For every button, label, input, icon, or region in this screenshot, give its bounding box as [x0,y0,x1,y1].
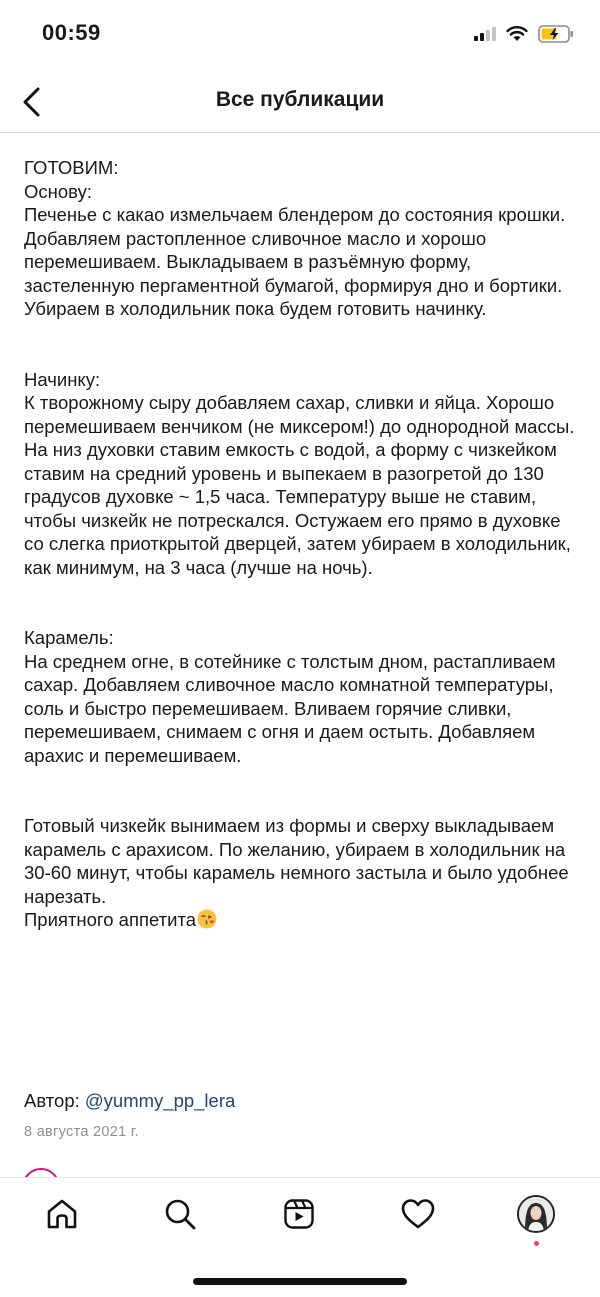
closing-line [24,908,576,932]
heart-icon [400,1197,436,1231]
battery-charging-icon [538,25,574,48]
post-date: 8 августа 2021 г. [24,1124,139,1140]
reels-icon [282,1197,316,1231]
profile-avatar [517,1195,555,1233]
bottom-tab-bar [0,1177,600,1297]
header [0,72,600,133]
baking-text: На низ духовки ставим емкость с водой, а форму с чизкейком ставим на средний уровень и выпекаем в разогретой до 130 градусов духовке ~ 1,5 часа. Температуру выше не ставим, чтобы чизкейк не потрескался. Остужаем его прямо в духовке со слегка приоткрытой дверцей, затем убираем в холодильник, как минимум, на 3 часа (лучше на ночь). [24,439,571,578]
filling-label: Начинку: [24,368,101,390]
page-title: Все публикации [215,88,385,111]
recipe-heading: ГОТОВИМ: [24,157,119,178]
base-text: Печенье с какао измельчаем блендером до состояния крошки. Добавляем растопленное сливочное масло и хорошо перемешиваем. Выкладываем в разъёмную форму, застеленную пергаментной бумагой, формируя дно и бортики. Убираем в холодильник пока будем готовить начинку. [24,204,566,319]
notification-dot [534,1241,539,1246]
cellular-signal-icon [474,27,496,46]
author-line [24,1090,235,1112]
tab-search[interactable] [158,1192,202,1236]
status-icons [474,24,574,48]
search-icon [163,1197,197,1231]
status-bar [0,0,600,72]
tab-activity[interactable] [396,1192,440,1236]
caramel-text: На среднем огне, в сотейнике с толстым дном, растапливаем сахар. Добавляем сливочное масло комнатной температуры, соль и быстро перемешиваем. Вливаем горячие сливки, перемешиваем, снимаем с огня и даем остыть. Добавляем арахис и перемешиваем. [24,650,556,766]
post-caption [24,156,576,932]
filling-text: К творожному сыру добавляем сахар, сливки и яйца. Хорошо перемешиваем венчиком (не миксером!) до однородной массы. [24,392,575,437]
wifi-icon [506,26,528,47]
author-label: Автор: [24,1090,80,1111]
tab-profile[interactable] [514,1192,558,1236]
author-handle-link[interactable]: @yummy_pp_lera [84,1090,236,1111]
caramel-label: Карамель: [24,627,114,648]
closing-text: Приятного аппетита [24,909,197,930]
home-icon [45,1197,79,1231]
home-indicator[interactable] [193,1278,407,1285]
face-blowing-kiss-icon [197,909,217,929]
status-time: 00:59 [42,20,101,45]
tab-reels[interactable] [277,1192,321,1236]
tab-home[interactable] [40,1192,84,1236]
profile-photo-icon [519,1197,553,1231]
final-text: Готовый чизкейк вынимаем из формы и сверху выкладываем карамель с арахисом. По желанию, убираем в холодильник на 30-60 минут, чтобы карамель немного застыла и было удобнее нарезать. [24,815,569,907]
base-label: Основу: [24,180,92,202]
